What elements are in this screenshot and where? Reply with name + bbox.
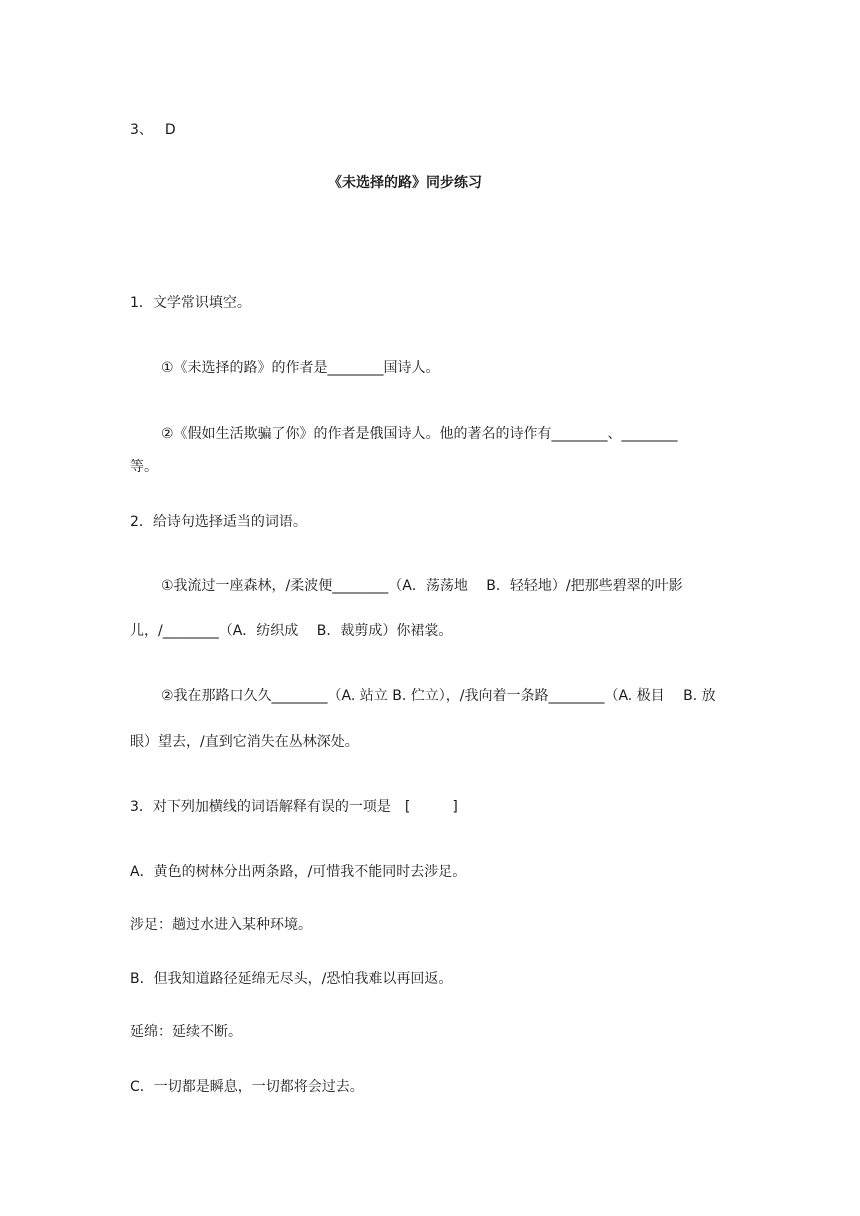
question-2-heading: 2．给诗句选择适当的词语。 [130, 514, 307, 530]
answer-value: D [164, 122, 176, 138]
question-1-heading: 1．文学常识填空。 [130, 295, 251, 311]
page-title: 《未选择的路》同步练习 [328, 175, 482, 191]
question-2-item-1-line-1: ①我流过一座森林，/柔波便________（A．荡荡地 B．轻轻地）/把那些碧翠的叶影 [161, 578, 683, 594]
answer-number: 3、 [130, 122, 153, 138]
question-1-item-2-line-1: ②《假如生活欺骗了你》的作者是俄国诗人。他的著名的诗作有________、________ [161, 426, 678, 442]
question-3-option-c: C．一切都是瞬息，一切都将会过去。 [130, 1079, 364, 1095]
question-1-item-1: ①《未选择的路》的作者是________国诗人。 [161, 360, 440, 376]
question-3-option-a-note: 涉足：趟过水进入某种环境。 [130, 917, 312, 933]
question-3-heading: 3．对下列加横线的词语解释有误的一项是 [ ] [130, 799, 458, 815]
question-3-option-b-note: 延绵：延续不断。 [130, 1024, 242, 1040]
question-2-item-2-line-2: 眼）望去，/直到它消失在丛林深处。 [130, 734, 359, 750]
question-1-item-2-line-2: 等。 [130, 459, 158, 475]
question-2-item-1-line-2: 儿，/________（A．纺织成 B．裁剪成）你裙裳。 [130, 623, 453, 639]
top-answer [130, 120, 176, 140]
question-3-option-a: A．黄色的树林分出两条路，/可惜我不能同时去涉足。 [130, 864, 467, 880]
question-2-item-2-line-1: ②我在那路口久久________（A. 站立 B. 伫立），/我向着一条路________（A. 极目 B. 放 [161, 688, 716, 704]
question-3-option-b: B．但我知道路径延绵无尽头，/恐怕我难以再回返。 [130, 971, 453, 987]
